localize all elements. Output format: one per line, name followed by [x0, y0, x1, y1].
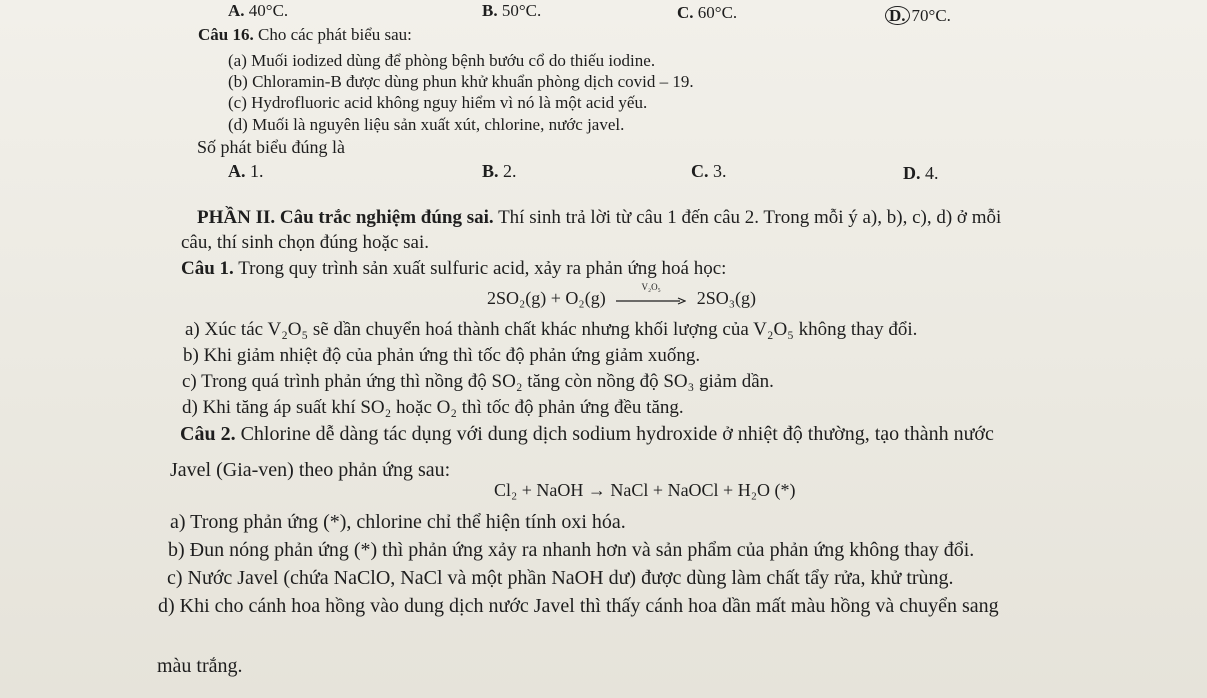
part2-instruction-2: câu, thí sinh chọn đúng hoặc sai.	[181, 232, 430, 253]
option-letter: A.	[228, 161, 246, 181]
option-letter: B.	[482, 161, 499, 181]
q16-option-d	[903, 164, 939, 182]
option-text: 2.	[503, 161, 517, 181]
option-letter: B.	[482, 1, 498, 20]
question-number: Câu 1.	[181, 258, 234, 279]
c2-item-b: b) Đun nóng phản ứng (*) thì phản ứng xảy ra nhanh hơn và sản phẩm của phản ứng không thay đổi.	[168, 539, 975, 561]
part-instruction: Thí sinh trả lời từ câu 1 đến câu 2. Trong mỗi ý a), b), c), d) ở mỗi	[498, 207, 1002, 228]
question-number: Câu 16.	[198, 25, 254, 44]
option-text: 40°C.	[248, 1, 289, 20]
c2-item-d-continued: màu trắng.	[157, 655, 243, 677]
option-letter: C.	[677, 3, 694, 22]
option-text: 3.	[713, 161, 727, 181]
q16-title	[198, 26, 412, 43]
arrow-icon	[616, 297, 686, 305]
c1-item-d: d) Khi tăng áp suất khí SO₂ hoặc O₂ thì tốc độ phản ứng đều tăng.	[182, 397, 684, 418]
c1-item-a: a) Xúc tác V₂O₅ sẽ dần chuyển hoá thành chất khác nhưng khối lượng của V₂O₅ không thay đổi.	[185, 319, 918, 340]
catalyst-label: V₂O₅	[641, 281, 661, 292]
q16-question: Số phát biểu đúng là	[197, 137, 345, 157]
option-letter: A.	[228, 1, 245, 20]
prev-option-b	[482, 2, 541, 19]
question-stem: Trong quy trình sản xuất sulfuric acid, xảy ra phản ứng hoá học:	[238, 258, 727, 279]
option-letter: C.	[691, 161, 709, 181]
option-text: 1.	[250, 161, 264, 181]
part-heading: PHẦN II. Câu trắc nghiệm đúng sai.	[197, 207, 494, 228]
q16-statement-c: (c) Hydrofluoric acid không nguy hiểm vì nó là một acid yếu.	[228, 93, 648, 112]
prev-option-a	[228, 2, 288, 19]
c2-title	[180, 424, 994, 444]
q16-option-b	[482, 162, 517, 180]
part2-heading-line	[197, 208, 1001, 227]
q16-statement-d: (d) Muối là nguyên liệu sản xuất xút, chlorine, nước javel.	[228, 115, 625, 134]
prev-option-c	[677, 4, 737, 21]
q16-statement-a: (a) Muối iodized dùng để phòng bệnh bướu cổ do thiếu iodine.	[228, 51, 656, 70]
option-text: 50°C.	[501, 1, 542, 20]
option-letter: D.	[903, 163, 921, 183]
circled-option-letter: D.	[885, 6, 910, 25]
c2-item-d: d) Khi cho cánh hoa hồng vào dung dịch nước Javel thì thấy cánh hoa dần mất màu hồng và chuyển sang	[158, 595, 999, 617]
c1-item-c: c) Trong quá trình phản ứng thì nồng độ SO₂ tăng còn nồng độ SO₃ giảm dần.	[182, 371, 774, 392]
c2-stem-2: Javel (Gia-ven) theo phản ứng sau:	[170, 459, 451, 481]
option-text: 4.	[925, 163, 939, 183]
option-text: 70°C.	[911, 6, 951, 25]
q16-option-c	[691, 162, 727, 180]
equation-products: 2SO₃(g)	[696, 288, 756, 308]
reaction-arrow	[616, 281, 686, 307]
c2-item-a: a) Trong phản ứng (*), chlorine chỉ thể hiện tính oxi hóa.	[170, 511, 626, 533]
option-text: 60°C.	[697, 3, 738, 22]
q16-statement-b: (b) Chloramin-B được dùng phun khử khuẩn phòng dịch covid – 19.	[228, 72, 694, 91]
question-stem: Cho các phát biểu sau:	[257, 25, 412, 44]
c1-item-b: b) Khi giảm nhiệt độ của phản ứng thì tốc độ phản ứng giảm xuống.	[183, 345, 701, 366]
question-stem: Chlorine dễ dàng tác dụng với dung dịch sodium hydroxide ở nhiệt độ thường, tạo thành nước	[240, 423, 994, 445]
c2-item-c: c) Nước Javel (chứa NaClO, NaCl và một phần NaOH dư) được dùng làm chất tẩy rửa, khử trùng.	[167, 567, 954, 589]
equation-reactants: 2SO₂(g) + O₂(g)	[487, 288, 606, 308]
q16-option-a	[228, 162, 264, 180]
prev-option-d	[885, 6, 951, 25]
c1-title	[181, 259, 726, 278]
question-number: Câu 2.	[180, 423, 236, 445]
c2-equation: Cl₂ + NaOH → NaCl + NaOCl + H₂O (*)	[494, 480, 796, 500]
c1-equation	[487, 281, 756, 308]
